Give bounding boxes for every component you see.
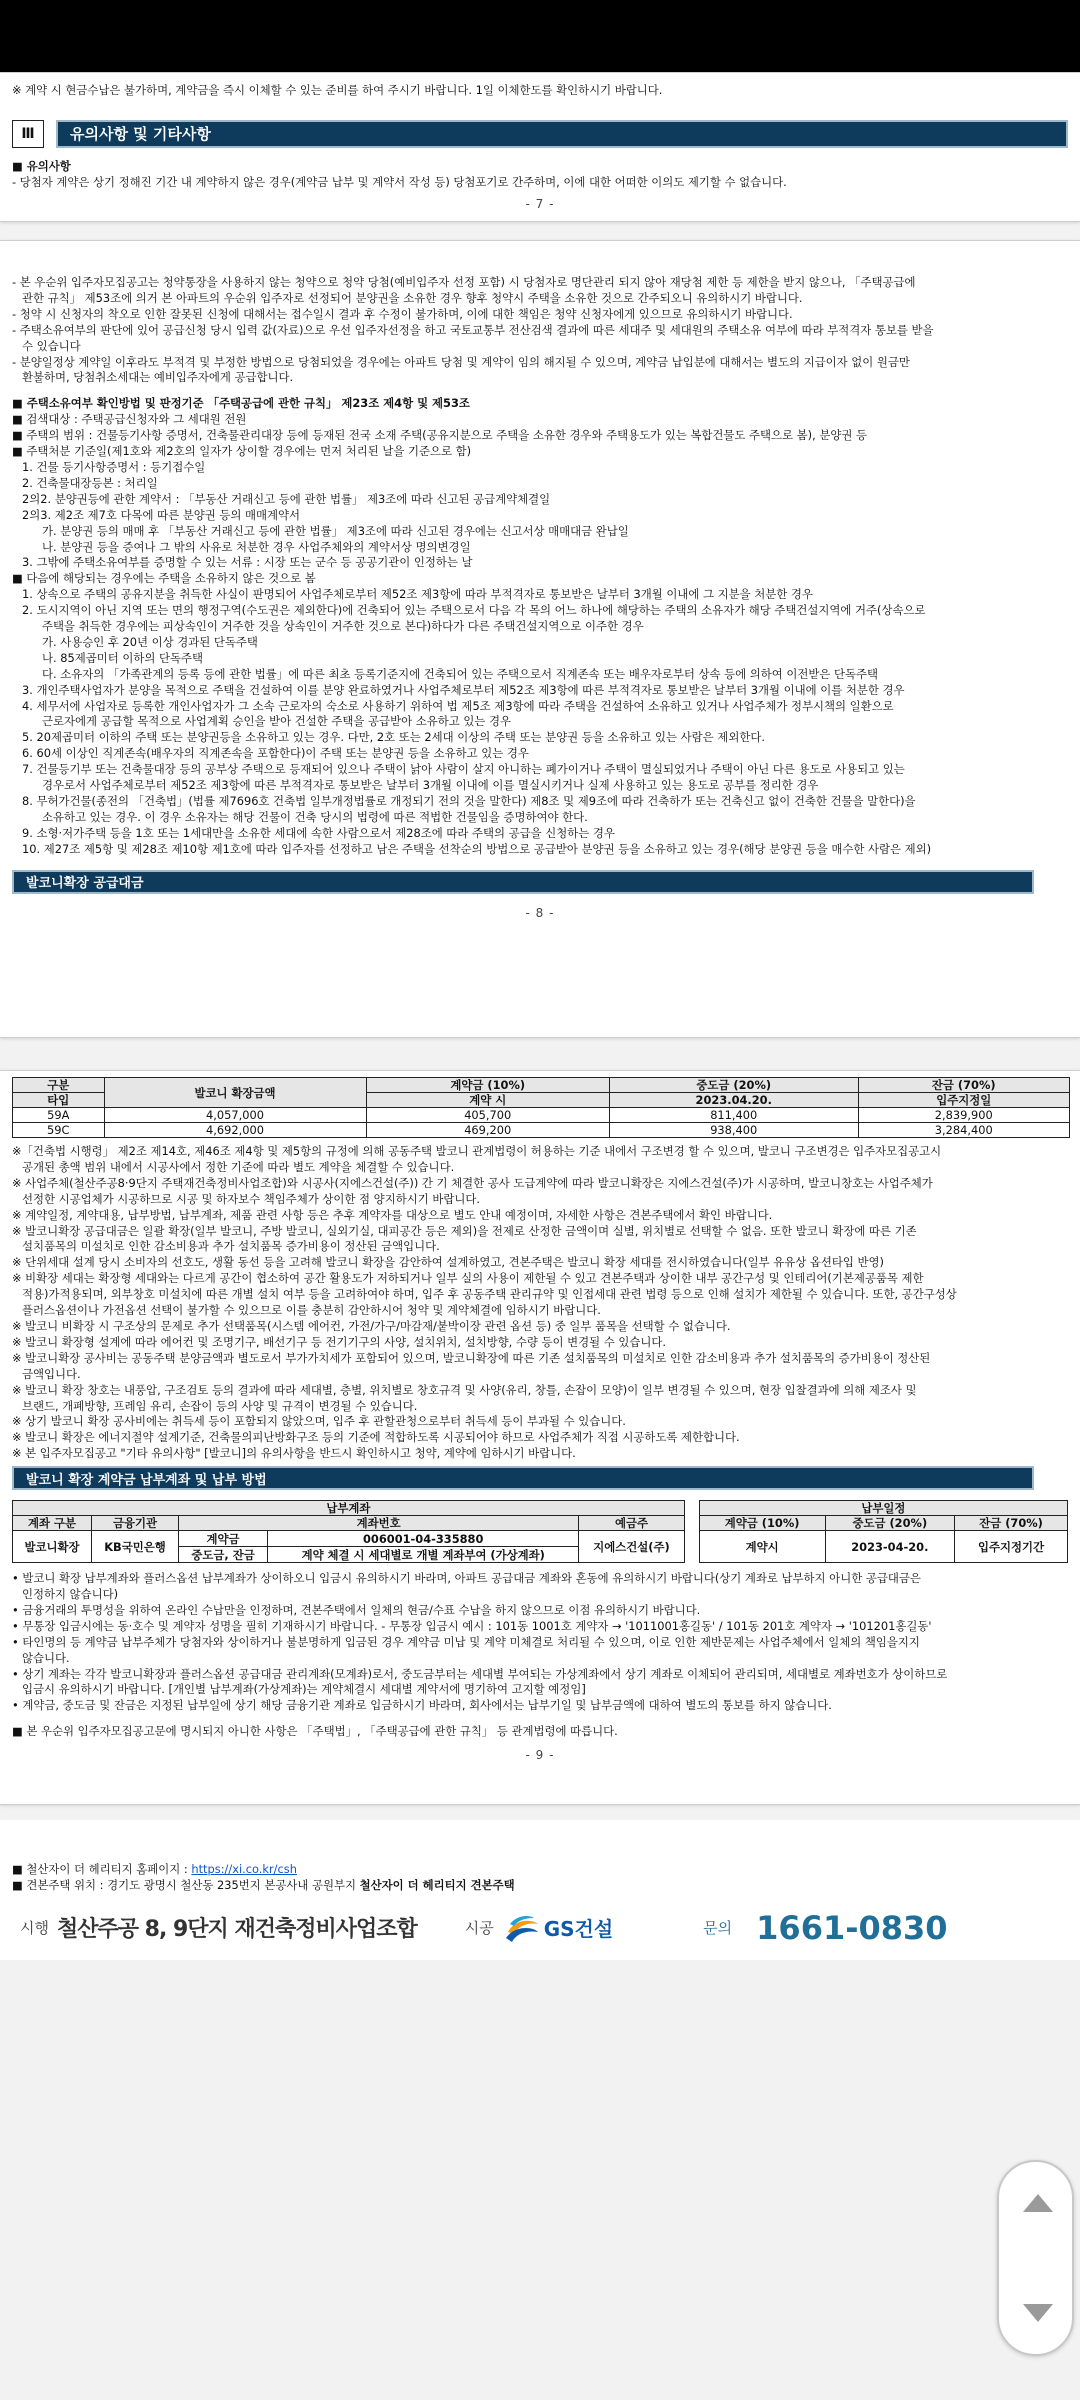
sched-1: 2023-04-20. bbox=[825, 1531, 955, 1563]
text-line: ※「건축법 시행령」 제2조 제14호, 제46조 제4항 및 제5항의 규정에 의해 공동주택 발코니 관계법령이 허용하는 기준 내에서 구조변경 할 수 있으며, 발코니 구조변경은 입주자모집공고시 bbox=[12, 1144, 942, 1158]
acct-row2-label: 중도금, 잔금 bbox=[178, 1547, 267, 1563]
page8-text bbox=[12, 275, 1068, 858]
text-line: 3. 그밖에 주택소유여부를 증명할 수 있는 서류 : 시장 또는 군수 등 공공기관이 인정하는 날 bbox=[22, 555, 473, 570]
text-line: ※ 발코니 확장 창호는 내풍압, 구조검토 등의 결과에 따라 세대별, 층별, 위치별로 창호규격 및 사양(유리, 창틀, 손잡이 모양)이 일부 변경될 수 있으며, 현장 입찰결과에 의해 제조사 및 bbox=[12, 1382, 917, 1397]
text-line: ※ 계약일정, 계약대용, 납부방법, 납부계좌, 제품 관련 사항 등은 추후 계약자를 대상으로 별도 안내 예정이며, 자세한 사항은 견본주택에서 확인 바랍니다. bbox=[12, 1207, 773, 1222]
document-page-9 bbox=[0, 1070, 1080, 1805]
balcony-price-bar: 발코니확장 공급대금 bbox=[12, 870, 1034, 894]
text-line: 8. 무허가건물(종전의 「건축법」(법률 제7696호 건축법 일부개정법률로 개정되기 전의 것을 말한다) 제8조 및 제9조에 따라 건축하가 또는 건축신고 없이 건축한 건물을 말한다)을 bbox=[22, 794, 916, 808]
table-cell: 4,692,000 bbox=[104, 1123, 366, 1138]
text-line: 브랜드, 개폐방향, 프레임 유리, 손잡이 등의 사양 및 규격이 변경될 수 있습니다. bbox=[22, 1398, 418, 1413]
th-amount: 발코니 확장금액 bbox=[104, 1078, 366, 1108]
text-line: 근로자에게 공급할 목적으로 사업계획 승인을 받아 건설한 주택을 공급받아 소유하고 있는 경우 bbox=[42, 714, 511, 729]
text-line: 2. 도시지역이 아닌 지역 또는 면의 행정구역(수도권은 제외한다)에 건축되어 있는 주택으로서 다음 각 목의 어느 하나에 해당하는 주택의 소유자가 해당 주택건설지역에 거주(상속으로 bbox=[22, 603, 926, 618]
homepage-label: ■ 철산자이 더 헤리티지 홈페이지 : bbox=[12, 1862, 192, 1876]
scroll-control bbox=[997, 2160, 1074, 2356]
account-bar: 발코니 확장 계약금 납부계좌 및 납부 방법 bbox=[12, 1466, 1034, 1490]
model-house-label: ■ 견본주택 위치 : 경기도 광명시 철산동 235번지 본공사내 공원부지 bbox=[12, 1877, 360, 1892]
text-line: ■ 검색대상 : 주택공급신청자와 그 세대원 전원 bbox=[12, 412, 247, 427]
th-bank: 금융기관 bbox=[91, 1516, 178, 1531]
th-middle-when: 2023.04.20. bbox=[609, 1093, 858, 1108]
table-cell: 2,839,900 bbox=[858, 1108, 1069, 1123]
text-line: 1. 상속으로 주택의 공유지분을 취득한 사실이 판명되어 사업주체로부터 제52조 제3항에 따라 부적격자로 통보받은 날부터 3개월 이내에 그 지분을 처분한 경우 bbox=[22, 587, 813, 602]
text-line: ※ 발코니확장 공급대금은 일괄 확장(일부 발코니, 주방 발코니, 실외기실, 대피공간 등은 제외)을 전제로 산정한 금액이며 실별, 위치별로 선택할 수 없음. 또한 발코니 확장에 따른 기존 bbox=[12, 1223, 917, 1238]
th-sched-1: 중도금 (20%) bbox=[825, 1516, 955, 1531]
acct-row1-num[interactable]: 006001-04-335880 bbox=[268, 1531, 579, 1547]
sched-0: 계약시 bbox=[699, 1531, 825, 1563]
table-cell: 59C bbox=[13, 1123, 105, 1138]
text-line: ※ 비확장 세대는 확장형 세대와는 다르게 공간이 협소하여 공간 활용도가 저하되거나 일부 실의 사용이 제한될 수 있고 견본주택과 상이한 내부 공간구성 및 인테리어(기본제공품목 제한 bbox=[12, 1271, 924, 1286]
section-title: 유의사항 및 기타사항 bbox=[56, 120, 1068, 148]
text-line: 가. 분양권 등의 매매 후 「부동산 거래신고 등에 관한 법률」 제3조에 따라 신고된 경우에는 신고서상 매매대금 완납일 bbox=[42, 523, 629, 538]
executor-name: 철산주공 8, 9단지 재건축정비사업조합 bbox=[56, 1917, 417, 1943]
text-line bbox=[12, 386, 1068, 396]
table-cell: 405,700 bbox=[366, 1108, 609, 1123]
text-line: • 발코니 확장 납부계좌와 플러스옵션 납부계좌가 상이하오니 입금시 유의하시기 바라며, 아파트 공급대금 계좌와 혼동에 유의하시기 바랍니다(상기 계좌로 납부하지 아니한 공급대금은 bbox=[12, 1571, 921, 1586]
text-line: ※ 발코니 비확장 시 구조상의 문제로 추가 선택품목(시스템 에어컨, 가전/가구/마감재/붙박이장 관련 옵션 등) 중 일부 품목을 선택할 수 없습니다. bbox=[12, 1318, 731, 1333]
text-line: 2. 건축물대장등본 : 처리일 bbox=[22, 475, 158, 490]
text-line: ■ 다음에 해당되는 경우에는 주택을 소유하지 않은 것으로 봄 bbox=[12, 571, 316, 586]
text-line: ※ 상기 발코니 확장 공사비에는 취득세 등이 포함되지 않았으며, 입주 후 관할관청으로부터 취득세 등이 부과될 수 있습니다. bbox=[12, 1414, 626, 1429]
th-sched-0: 계약금 (10%) bbox=[699, 1516, 825, 1531]
text-line: ■ 주택처분 기준일(제1호와 제2호의 일자가 상이할 경우에는 먼저 처리된 날을 기준으로 함) bbox=[12, 444, 472, 459]
table-cell: 469,200 bbox=[366, 1123, 609, 1138]
text-line: 않습니다. bbox=[22, 1650, 70, 1665]
table-cell: 4,057,000 bbox=[104, 1108, 366, 1123]
acct-row2-num: 계약 체결 시 세대별로 개별 계좌부여 (가상계좌) bbox=[268, 1547, 579, 1563]
document-page-8 bbox=[0, 240, 1080, 1038]
th-account-top: 납부계좌 bbox=[13, 1501, 685, 1516]
th-deposit-when: 계약 시 bbox=[366, 1093, 609, 1108]
text-line: 나. 분양권 등을 증여나 그 밖의 사유로 처분한 경우 사업주체와의 계약서상 명의변경일 bbox=[42, 539, 471, 554]
th-category: 구분 bbox=[13, 1078, 105, 1093]
text-line: 9. 소형·저가주택 등을 1호 또는 1세대만을 소유한 세대에 속한 사람으로서 제28조에 따라 주택의 공급을 신청하는 경우 bbox=[22, 825, 615, 840]
text-line: 1. 건물 등기사항증명서 : 등기접수일 bbox=[22, 459, 206, 474]
text-line: ※ 발코니확장 공사비는 공동주택 분양금액과 별도로서 부가가치세가 포함되어 있으며, 발코니확장에 따른 기존 설치품목의 미설치로 인한 감소비용과 추가 설치품목의 증가비용이 정산된 bbox=[12, 1350, 931, 1365]
text-line: 5. 20제곱미터 이하의 주택 또는 분양권등을 소유하고 있는 경우. 다만, 2호 또는 2세대 이상의 주택 또는 분양권 등을 소유하고 있는 사람은 제외한다. bbox=[22, 730, 765, 745]
th-schedule-top: 납부일정 bbox=[699, 1501, 1067, 1516]
th-middle: 중도금 (20%) bbox=[609, 1078, 858, 1093]
text-line: 인정하지 않습니다) bbox=[22, 1587, 119, 1602]
text-line: - 청약 시 신청자의 착오로 인한 잘못된 신청에 대해서는 접수일시 결과 후 수정이 불가하며, 이에 대한 책임은 청약 신청자에게 있으므로 유의하시기 바랍니다. bbox=[12, 306, 793, 321]
executor-label: 시행 bbox=[20, 1919, 49, 1938]
footer bbox=[0, 1820, 1080, 1960]
table-cell: 59A bbox=[13, 1108, 105, 1123]
text-line: - 분양일정상 계약일 이후라도 부적격 및 부정한 방법으로 당첨되었을 경우에는 아파트 당첨 및 계약이 임의 해지될 수 있으며, 계약금 납입분에 대해서는 별도의 지급이자 없이 원금만 bbox=[12, 354, 910, 369]
acct-bank: KB국민은행 bbox=[91, 1531, 178, 1563]
text-line: • 상기 계좌는 각각 발코니확장과 플러스옵션 공급대금 관리계좌(모계좌)로서, 중도금부터는 세대별 부여되는 가상계좌에서 상기 계좌로 이체되어 관리되며, 세대별로 계좌번호가 상이하므로 bbox=[12, 1666, 948, 1681]
section-number: Ⅲ bbox=[12, 120, 44, 148]
text-line: ※ 발코니 확장형 설계에 따라 에어컨 및 조명기구, 배선기구 등 전기기구의 사양, 설치위치, 설치방향, 수량 등이 변경될 수 있습니다. bbox=[12, 1334, 666, 1349]
text-line: • 타인명의 등 계약금 납부주체가 당첨자와 상이하거나 불분명하게 입금된 경우 계약금 미납 및 계약 미체결로 처리될 수 있으며, 이로 인한 제반문제는 사업주체에서 일체의 책임을지지 bbox=[12, 1634, 920, 1649]
text-line: • 금융거래의 투명성을 위하여 온라인 수납만을 인정하며, 견본주택에서 일체의 현금/수표 수납을 하지 않으므로 이점 유의하시기 바랍니다. bbox=[12, 1602, 701, 1617]
th-balance-when: 입주지정일 bbox=[858, 1093, 1069, 1108]
text-line: ※ 사업주체(철산주공8·9단지 주택재건축정비사업조합)와 시공사(지에스건설(주)) 간 기 체결한 공사 도급계약에 따라 발코니확장은 지에스건설(주)가 시공하며, 발코니창호는 사업주체가 bbox=[12, 1175, 933, 1190]
text-line: 10. 제27조 제5항 및 제28조 제10항 제1호에 따라 입주자를 선정하고 남은 주택을 선착순의 방법으로 공급받아 분양권 등을 소유하고 있는 경우(해당 분양권 등을 매수한 사람은 제외) bbox=[22, 841, 932, 856]
model-house-line bbox=[12, 1878, 1080, 1894]
th-balance: 잔금 (70%) bbox=[858, 1078, 1069, 1093]
th-sched-2: 잔금 (70%) bbox=[955, 1516, 1068, 1531]
account-tables bbox=[12, 1500, 1068, 1563]
text-line: 소유하고 있는 경우. 이 경우 소유자는 해당 건물이 건축 당시의 법령에 따른 적법한 건물임을 증명하여야 한다. bbox=[42, 809, 588, 824]
section-header bbox=[12, 117, 1068, 151]
payment-notes bbox=[12, 1571, 1068, 1740]
text-line: 경우로서 사업주체로부터 제52조 제3항에 따른 부적격자로 통보받은 날부터 3개월 이내에 이를 멸실시키거나 실제 사용하고 있는 용도로 공부를 정리한 경우 bbox=[42, 778, 819, 793]
constructor-label: 시공 bbox=[464, 1919, 494, 1938]
table-cell: 938,400 bbox=[609, 1123, 858, 1138]
text-line: 수 있습니다 bbox=[22, 338, 81, 353]
page-number: - 8 - bbox=[525, 905, 555, 920]
th-acct-type: 계좌 구분 bbox=[13, 1516, 92, 1531]
model-house-name: 철산자이 더 헤리티지 견본주택 bbox=[359, 1877, 515, 1892]
text-line: 6. 60세 이상인 직계존속(배우자의 직계존속을 포함한다)이 주택 또는 분양권 등을 소유하고 있는 경우 bbox=[22, 746, 529, 761]
text-line bbox=[12, 1714, 1068, 1724]
text-line: 7. 건물등기부 또는 건축물대장 등의 공부상 주택으로 등재되어 있으나 주택이 낡아 사람이 살지 아니하는 폐가이거나 주택이 멸실되었거나 주택이 아닌 다른 용도로 사용되고 있는 bbox=[22, 762, 905, 777]
text-line: 주택을 취득한 경우에는 피상속인이 거주한 것을 상속인이 거주한 것으로 본다)하다가 다른 주택건설지역으로 이주한 경우 bbox=[42, 619, 644, 634]
text-line: 2의2. 분양권등에 관한 계약서 : 「부동산 거래신고 등에 관한 법률」 제3조에 따라 신고된 공급계약체결일 bbox=[22, 491, 551, 506]
text-line: ※ 본 입주자모집공고 "기타 유의사항" [발코니]의 유의사항을 반드시 확인하시고 청약, 계약에 임하시기 바랍니다. bbox=[12, 1446, 576, 1461]
document-page-7 bbox=[0, 72, 1080, 222]
gs-logo-icon bbox=[504, 1912, 540, 1944]
text-line: 공개된 총액 범위 내에서 시공사에서 정한 기준에 따라 별도 계약을 체결할 수 있습니다. bbox=[22, 1159, 455, 1174]
schedule-table bbox=[699, 1500, 1068, 1563]
text-line: - 본 우순위 입주자모집공고는 청약통장을 사용하지 않는 청약으로 청약 당첨(예비입주자 선정 포함) 시 당첨자로 명단관리 되지 않아 재당첨 제한 등 제한을 받지 않으나, 「주택공급에 bbox=[12, 275, 916, 289]
gs-logo bbox=[504, 1912, 613, 1944]
text-line: 관한 규칙」 제53조에 의거 본 아파트의 우순위 입주자로 선정되어 분양권을 소유한 경우 향후 청약시 주택을 소유한 것으로 간주되오니 유의하시기 바랍니다. bbox=[22, 290, 803, 305]
page-number: - 9 - bbox=[525, 1748, 555, 1763]
caution-text: - 당첨자 계약은 상기 정해진 기간 내 계약하지 않은 경우(계약금 납부 및 계약서 작성 등) 당첨포기로 간주하며, 이에 대한 어떠한 이의도 제기할 수 없습니다. bbox=[12, 174, 787, 189]
text-line: ※ 발코니 확장은 에너지절약 설계기준, 건축물의피난방화구조 등의 기준에 적합하도록 시공되어야 하므로 사업주체가 직접 시공하도록 제한합니다. bbox=[12, 1430, 740, 1445]
acct-row1-label: 계약금 bbox=[178, 1531, 267, 1547]
text-line: 적용)가적용되며, 외부창호 미설치에 따른 개별 설치 여부 등을 고려하여야 하며, 입주 후 공동주택 관리규약 및 인접세대 관련 법령 등으로 인해 설치가 제한될 수 있습니다. 또한, 공간구성상 bbox=[22, 1287, 957, 1302]
contract-note: ※ 계약 시 현금수납은 불가하며, 계약금을 즉시 이체할 수 있는 준비를 하여 주시기 바랍니다. 1일 이체한도를 확인하시기 바랍니다. bbox=[12, 83, 663, 97]
account-table bbox=[12, 1500, 685, 1563]
text-line: ■ 주택의 범위 : 건물등기사항 증명서, 건축물관리대장 등에 등재된 전국 소재 주택(공유지분으로 주택을 소유한 경우와 주택용도가 있는 복합건물도 주택으로 봄), 분양권 등 bbox=[12, 428, 867, 443]
text-line: 3. 개인주택사업자가 분양을 목적으로 주택을 건설하여 이를 분양 완료하였거나 사업주체로부터 제52조 제3항에 따른 부적격자로 통보받은 날부터 3개월 이내에 이를 처분한 경우 bbox=[22, 682, 905, 697]
caution-heading: ■ 유의사항 bbox=[12, 158, 71, 173]
text-line: 입금시 유의하시기 바랍니다. [개인별 납부계좌(가상계좌)는 계약체결시 세대별 계약서에 명기하여 고지할 예정임] bbox=[22, 1682, 586, 1697]
inquiry-label: 문의 bbox=[703, 1919, 733, 1938]
table-cell: 3,284,400 bbox=[858, 1123, 1069, 1138]
sched-2: 입주지정기간 bbox=[955, 1531, 1068, 1563]
acct-holder: 지에스건설(주) bbox=[579, 1531, 684, 1563]
sponsor-row bbox=[12, 1908, 1080, 1948]
th-type: 타입 bbox=[13, 1093, 105, 1108]
text-line: 선정한 시공업체가 시공하므로 시공 및 하자보수 책임주체가 상이한 점 양지하시기 바랍니다. bbox=[22, 1191, 480, 1206]
text-line: • 무통장 입금시에는 동·호수 및 계약자 성명을 필히 기재하시기 바랍니다. - 무통장 입금시 예시 : 101동 1001호 계약자 → '1011001홍길동' / 101동 201호 계약자 → '101201홍길동' bbox=[12, 1618, 932, 1633]
constructor-name: GS건설 bbox=[543, 1917, 614, 1942]
text-line: 금액입니다. bbox=[22, 1366, 81, 1381]
text-line: ■ 본 우순위 입주자모집공고문에 명시되지 아니한 사항은 「주택법」, 「주택공급에 관한 규칙」 등 관계법령에 따릅니다. bbox=[12, 1724, 618, 1739]
balcony-notes bbox=[12, 1144, 1068, 1462]
homepage-line bbox=[12, 1862, 1080, 1878]
text-line: 다. 소유자의 「가족관계의 등록 등에 관한 법률」에 따른 최초 등록기준지에 건축되어 있는 주택으로서 직계존속 또는 배우자로부터 상속 등에 의하여 이전받은 단독주택 bbox=[42, 666, 879, 681]
th-holder: 예금주 bbox=[579, 1516, 684, 1531]
text-line: 가. 사용승인 후 20년 이상 경과된 단독주택 bbox=[42, 634, 258, 649]
text-line: 나. 85제곱미터 이하의 단독주택 bbox=[42, 650, 204, 665]
text-line: ※ 단위세대 설계 당시 소비자의 선호도, 생활 동선 등을 고려해 발코니 확장을 감안하여 설계하였고, 견본주택은 발코니 확장 세대를 전시하였습니다(일부 유유상 옵션타입 반영) bbox=[12, 1255, 884, 1270]
balcony-price-table bbox=[12, 1077, 1070, 1138]
status-bar bbox=[0, 0, 1080, 80]
text-line: 4. 세무서에 사업자로 등록한 개인사업자가 그 소속 근로자의 숙소로 사용하기 위하여 법 제5조 제3항에 따라 주택을 건설하여 소유하고 있거나 사업주체가 정부시책의 일환으로 bbox=[22, 698, 894, 713]
text-line: - 주택소유여부의 판단에 있어 공급신청 당시 입력 값(자료)으로 우선 입주자선정을 하고 국토교통부 전산검색 결과에 따른 세대주 및 세대원의 주택소유 여부에 따라 부적격자 통보를 받을 bbox=[12, 322, 934, 337]
scroll-up-icon[interactable] bbox=[1023, 2194, 1053, 2212]
page-number: - 7 - bbox=[525, 196, 555, 211]
text-line: 환불하며, 당첨취소세대는 예비입주자에게 공급합니다. bbox=[22, 370, 294, 385]
text-line: • 계약금, 중도금 및 잔금은 지정된 납부일에 상기 해당 금융기관 계좌로 입금하시기 바라며, 회사에서는 납부기일 및 납부금액에 대하여 별도의 통보를 하지 않습니다. bbox=[12, 1698, 832, 1713]
inquiry-phone[interactable]: 1661-0830 bbox=[756, 1908, 948, 1947]
scroll-down-icon[interactable] bbox=[1023, 2304, 1053, 2322]
homepage-link[interactable]: https://xi.co.kr/csh bbox=[191, 1862, 297, 1876]
acct-type: 발코니확장 bbox=[13, 1531, 92, 1563]
text-line: 설치품목의 미설치로 인한 감소비용과 추가 설치품목 증가비용이 정산된 금액입니다. bbox=[22, 1239, 440, 1254]
table-cell: 811,400 bbox=[609, 1108, 858, 1123]
th-acct-num: 계좌번호 bbox=[178, 1516, 578, 1531]
th-deposit: 계약금 (10%) bbox=[366, 1078, 609, 1093]
text-line: 플러스옵션이나 가전옵션 선택이 불가할 수 있으므로 이를 충분히 감안하시어 청약 및 계약체결에 임하시기 바랍니다. bbox=[22, 1303, 601, 1318]
text-line: ■ 주택소유여부 확인방법 및 판정기준 「주택공급에 관한 규칙」 제23조 제4항 및 제53조 bbox=[12, 396, 470, 411]
text-line: 2의3. 제2조 제7호 다목에 따른 분양권 등의 매매계약서 bbox=[22, 507, 301, 522]
